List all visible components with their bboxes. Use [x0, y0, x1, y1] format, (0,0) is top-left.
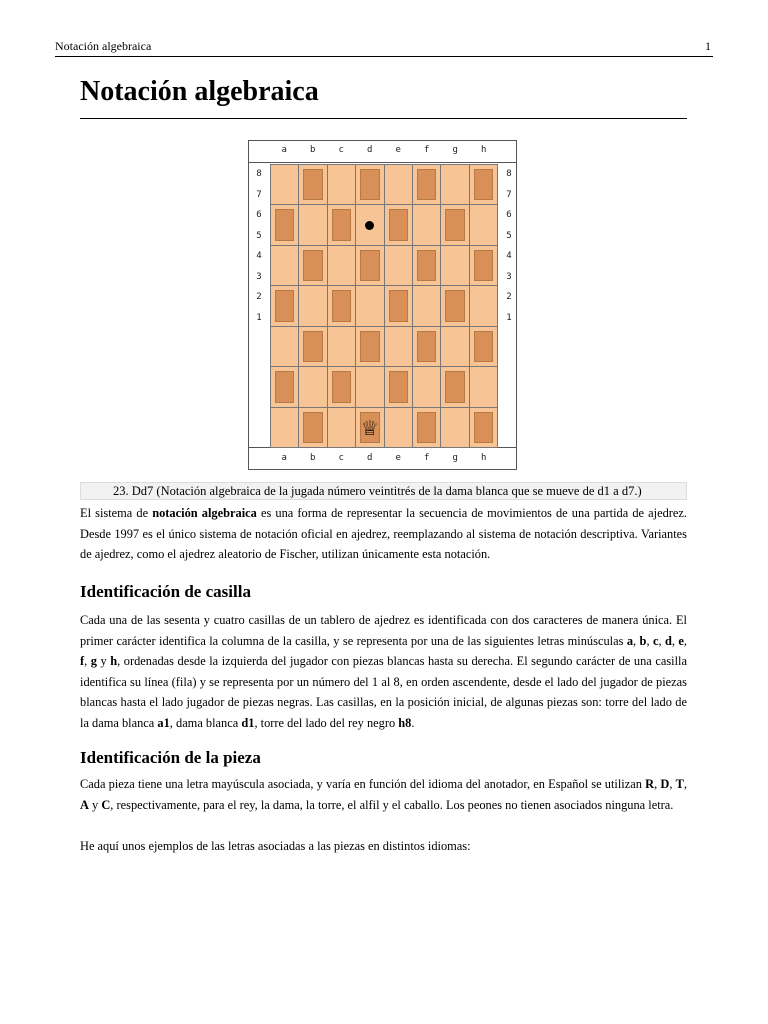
- file-label: e: [395, 453, 401, 463]
- rank-label: 8: [506, 169, 512, 179]
- board-square: [441, 367, 469, 407]
- dark-square: [389, 209, 408, 240]
- letter-c: c: [652, 633, 659, 648]
- letter-D: D: [660, 777, 670, 791]
- board-square: [271, 286, 299, 326]
- dark-square: [303, 412, 322, 443]
- rank-label: 8: [256, 169, 262, 179]
- separator: y: [96, 654, 111, 669]
- square-a1: a1: [157, 715, 170, 730]
- target-square-dot-icon: [365, 221, 374, 230]
- board-square: [441, 165, 469, 205]
- file-labels-bottom: [270, 453, 498, 463]
- rank-label: 5: [506, 230, 512, 241]
- dark-square: [417, 412, 436, 443]
- letter-f: f: [80, 654, 85, 669]
- file-label: g: [452, 453, 458, 463]
- casilla-text-3: , dama blanca: [169, 715, 242, 730]
- separator: ,: [671, 633, 679, 648]
- rank-labels-right: [501, 164, 517, 328]
- intro-term: notación algebraica: [152, 506, 257, 520]
- dark-square: [417, 331, 436, 362]
- rank-labels-left: [251, 164, 267, 328]
- rank-label: 2: [506, 292, 512, 302]
- dark-square: [303, 331, 322, 362]
- board-square: [385, 367, 413, 407]
- rank-label: 3: [256, 271, 262, 282]
- board-square: [271, 367, 299, 407]
- letter-h: h: [110, 654, 118, 669]
- file-label: g: [452, 145, 458, 155]
- page-number: 1: [705, 39, 711, 53]
- file-label: a: [281, 453, 287, 463]
- rank-label: 7: [506, 189, 512, 200]
- running-header-title: Notación algebraica: [55, 39, 152, 53]
- dark-square: [275, 371, 294, 402]
- dark-square: [303, 169, 322, 200]
- board-square: [299, 205, 327, 245]
- file-label: f: [424, 145, 430, 155]
- board-square: [470, 205, 498, 245]
- rank-label: 5: [256, 230, 262, 241]
- section-heading-casilla: Identificación de casilla: [80, 582, 251, 601]
- figure-caption: 23. Dd7 (Notación algebraica de la jugada número veintitrés de la dama blanca que se mueve de d1 a d7.): [80, 482, 687, 500]
- file-label: h: [481, 453, 487, 463]
- letter-a: a: [626, 633, 634, 648]
- rank-label: 4: [506, 251, 512, 261]
- dark-square: [303, 250, 322, 281]
- letter-C: C: [101, 797, 111, 812]
- rank-label: 1: [506, 312, 512, 323]
- section-casilla-paragraph: [80, 610, 687, 734]
- separator: ,: [669, 777, 676, 791]
- rank-label: 2: [256, 292, 262, 302]
- file-label: e: [395, 145, 401, 155]
- dark-square: [389, 371, 408, 402]
- board-square: [328, 327, 356, 367]
- pieza-text-2: , respectivamente, para el rey, la dama, la torre, el alfil y el caballo. Los peones no tienen asociados ninguna letra.: [110, 797, 674, 812]
- board-square: [271, 246, 299, 286]
- dark-square: [275, 209, 294, 240]
- dark-square: [445, 371, 464, 402]
- board-square: [271, 408, 299, 448]
- board-square: [356, 205, 384, 245]
- pieza-text-1: Cada pieza tiene una letra mayúscula asociada, y varía en función del idioma del anotador, en Español se utilizan: [80, 777, 646, 791]
- casilla-text-2: , ordenadas desde la izquierda del jugador con piezas blancas hasta su derecha. El segundo carácter de una casilla identifica su línea (fila) y se representa por un número del 1 al 8, en orden ascendente, desde el lado del jugador de piezas blancas hasta el lado jugador de piezas negras. Las casillas, en la posición inicial, de algunas piezas son: torre del lado de la dama blanca: [80, 654, 687, 730]
- file-label: d: [367, 145, 373, 155]
- board-square: [441, 286, 469, 326]
- board-square: [441, 408, 469, 448]
- square-d1: d1: [241, 715, 255, 730]
- board-square: [328, 165, 356, 205]
- rank-label: 6: [506, 210, 512, 220]
- board-square: [356, 327, 384, 367]
- board-square: [385, 286, 413, 326]
- board-square: [470, 165, 498, 205]
- letter-R: R: [645, 777, 655, 791]
- file-label: b: [310, 453, 316, 463]
- file-label: c: [338, 145, 344, 155]
- board-square: [385, 327, 413, 367]
- rank-label: 7: [256, 189, 262, 200]
- board-square: [413, 165, 441, 205]
- board-square: [299, 286, 327, 326]
- file-labels-top: [270, 145, 498, 155]
- board-square: [385, 205, 413, 245]
- casilla-text-1: Cada una de las sesenta y cuatro casillas de un tablero de ajedrez es identificada con dos caracteres de manera única. El primer carácter identifica la columna de la casilla, y se representa por una de las siguientes letras minúsculas: [80, 613, 687, 648]
- file-label: c: [338, 453, 344, 463]
- dark-square: [360, 169, 379, 200]
- board-square: [271, 205, 299, 245]
- board-square: [356, 408, 384, 448]
- dark-square: [474, 412, 493, 443]
- board-square: [299, 408, 327, 448]
- board-square: [271, 327, 299, 367]
- dark-square: [445, 209, 464, 240]
- dark-square: [332, 209, 351, 240]
- separator: ,: [646, 633, 653, 648]
- board-square: [470, 246, 498, 286]
- board-square: [470, 367, 498, 407]
- intro-paragraph: [80, 503, 687, 565]
- separator: ,: [683, 777, 688, 791]
- board-square: [385, 246, 413, 286]
- board-square: [356, 165, 384, 205]
- letter-d: d: [664, 633, 672, 648]
- board-square: [413, 367, 441, 407]
- dark-square: [332, 371, 351, 402]
- board-square: [441, 246, 469, 286]
- board-square: [299, 327, 327, 367]
- diagram-divider-top: [249, 162, 516, 163]
- dark-square: [417, 250, 436, 281]
- separator: y: [88, 797, 102, 812]
- board-square: [413, 246, 441, 286]
- board-square: [356, 246, 384, 286]
- rank-label: 6: [256, 210, 262, 220]
- page-title: Notación algebraica: [80, 76, 319, 107]
- running-header: [55, 38, 713, 57]
- dark-square: [360, 331, 379, 362]
- title-rule: [80, 118, 687, 119]
- rank-label: 3: [506, 271, 512, 282]
- separator: ,: [658, 633, 665, 648]
- chess-board: [270, 164, 498, 448]
- casilla-text-4: , torre del lado del rey negro: [254, 715, 399, 730]
- board-square: [299, 246, 327, 286]
- file-label: f: [424, 453, 430, 463]
- separator: ,: [654, 777, 661, 791]
- separator: ,: [683, 633, 687, 648]
- board-square: [328, 286, 356, 326]
- casilla-text-5: .: [411, 715, 415, 730]
- letter-T: T: [675, 777, 684, 791]
- section-heading-pieza: Identificación de la pieza: [80, 748, 261, 767]
- dark-square: [417, 169, 436, 200]
- board-square: [470, 408, 498, 448]
- file-label: b: [310, 145, 316, 155]
- dark-square: [275, 290, 294, 321]
- board-square: [356, 367, 384, 407]
- file-label: h: [481, 145, 487, 155]
- board-square: [328, 205, 356, 245]
- board-square: [441, 327, 469, 367]
- letter-e: e: [678, 633, 684, 648]
- letter-g: g: [90, 654, 97, 669]
- letter-b: b: [639, 633, 647, 648]
- board-square: [413, 286, 441, 326]
- board-square: [385, 408, 413, 448]
- file-label: a: [281, 145, 287, 155]
- section-pieza-paragraph: [80, 774, 687, 815]
- rank-label: 4: [256, 251, 262, 261]
- intro-text-1: El sistema de: [80, 506, 153, 520]
- dark-square: [360, 250, 379, 281]
- board-square: [470, 286, 498, 326]
- board-square: [271, 165, 299, 205]
- dark-square: [474, 250, 493, 281]
- examples-intro: He aquí unos ejemplos de las letras asociadas a las piezas en distintos idiomas:: [80, 839, 471, 853]
- dark-square: [389, 290, 408, 321]
- letter-A: A: [80, 797, 89, 812]
- white-queen-icon: ♕: [360, 415, 379, 440]
- square-h8: h8: [398, 715, 412, 730]
- board-square: [328, 246, 356, 286]
- dark-square: [332, 290, 351, 321]
- dark-square: [474, 169, 493, 200]
- board-square: [441, 205, 469, 245]
- dark-square: [445, 290, 464, 321]
- separator: ,: [633, 633, 640, 648]
- separator: ,: [84, 654, 91, 669]
- board-square: [470, 327, 498, 367]
- board-square: [328, 367, 356, 407]
- board-square: [413, 408, 441, 448]
- dark-square: [474, 331, 493, 362]
- board-square: [413, 205, 441, 245]
- intro-text-2: es una forma de representar la secuencia de movimientos de una partida de ajedrez. Desde 1997 es el único sistema de notación oficial en ajedrez, reemplazando al sistema de notación descriptiva. Variantes de ajedrez, como el ajedrez aleatorio de Fischer, utilizan únicamente esta notación.: [80, 506, 687, 562]
- board-square: [385, 165, 413, 205]
- board-square: [299, 165, 327, 205]
- file-label: d: [367, 453, 373, 463]
- board-square: [356, 286, 384, 326]
- rank-label: 1: [256, 312, 262, 323]
- board-square: [328, 408, 356, 448]
- board-square: [299, 367, 327, 407]
- board-square: [413, 327, 441, 367]
